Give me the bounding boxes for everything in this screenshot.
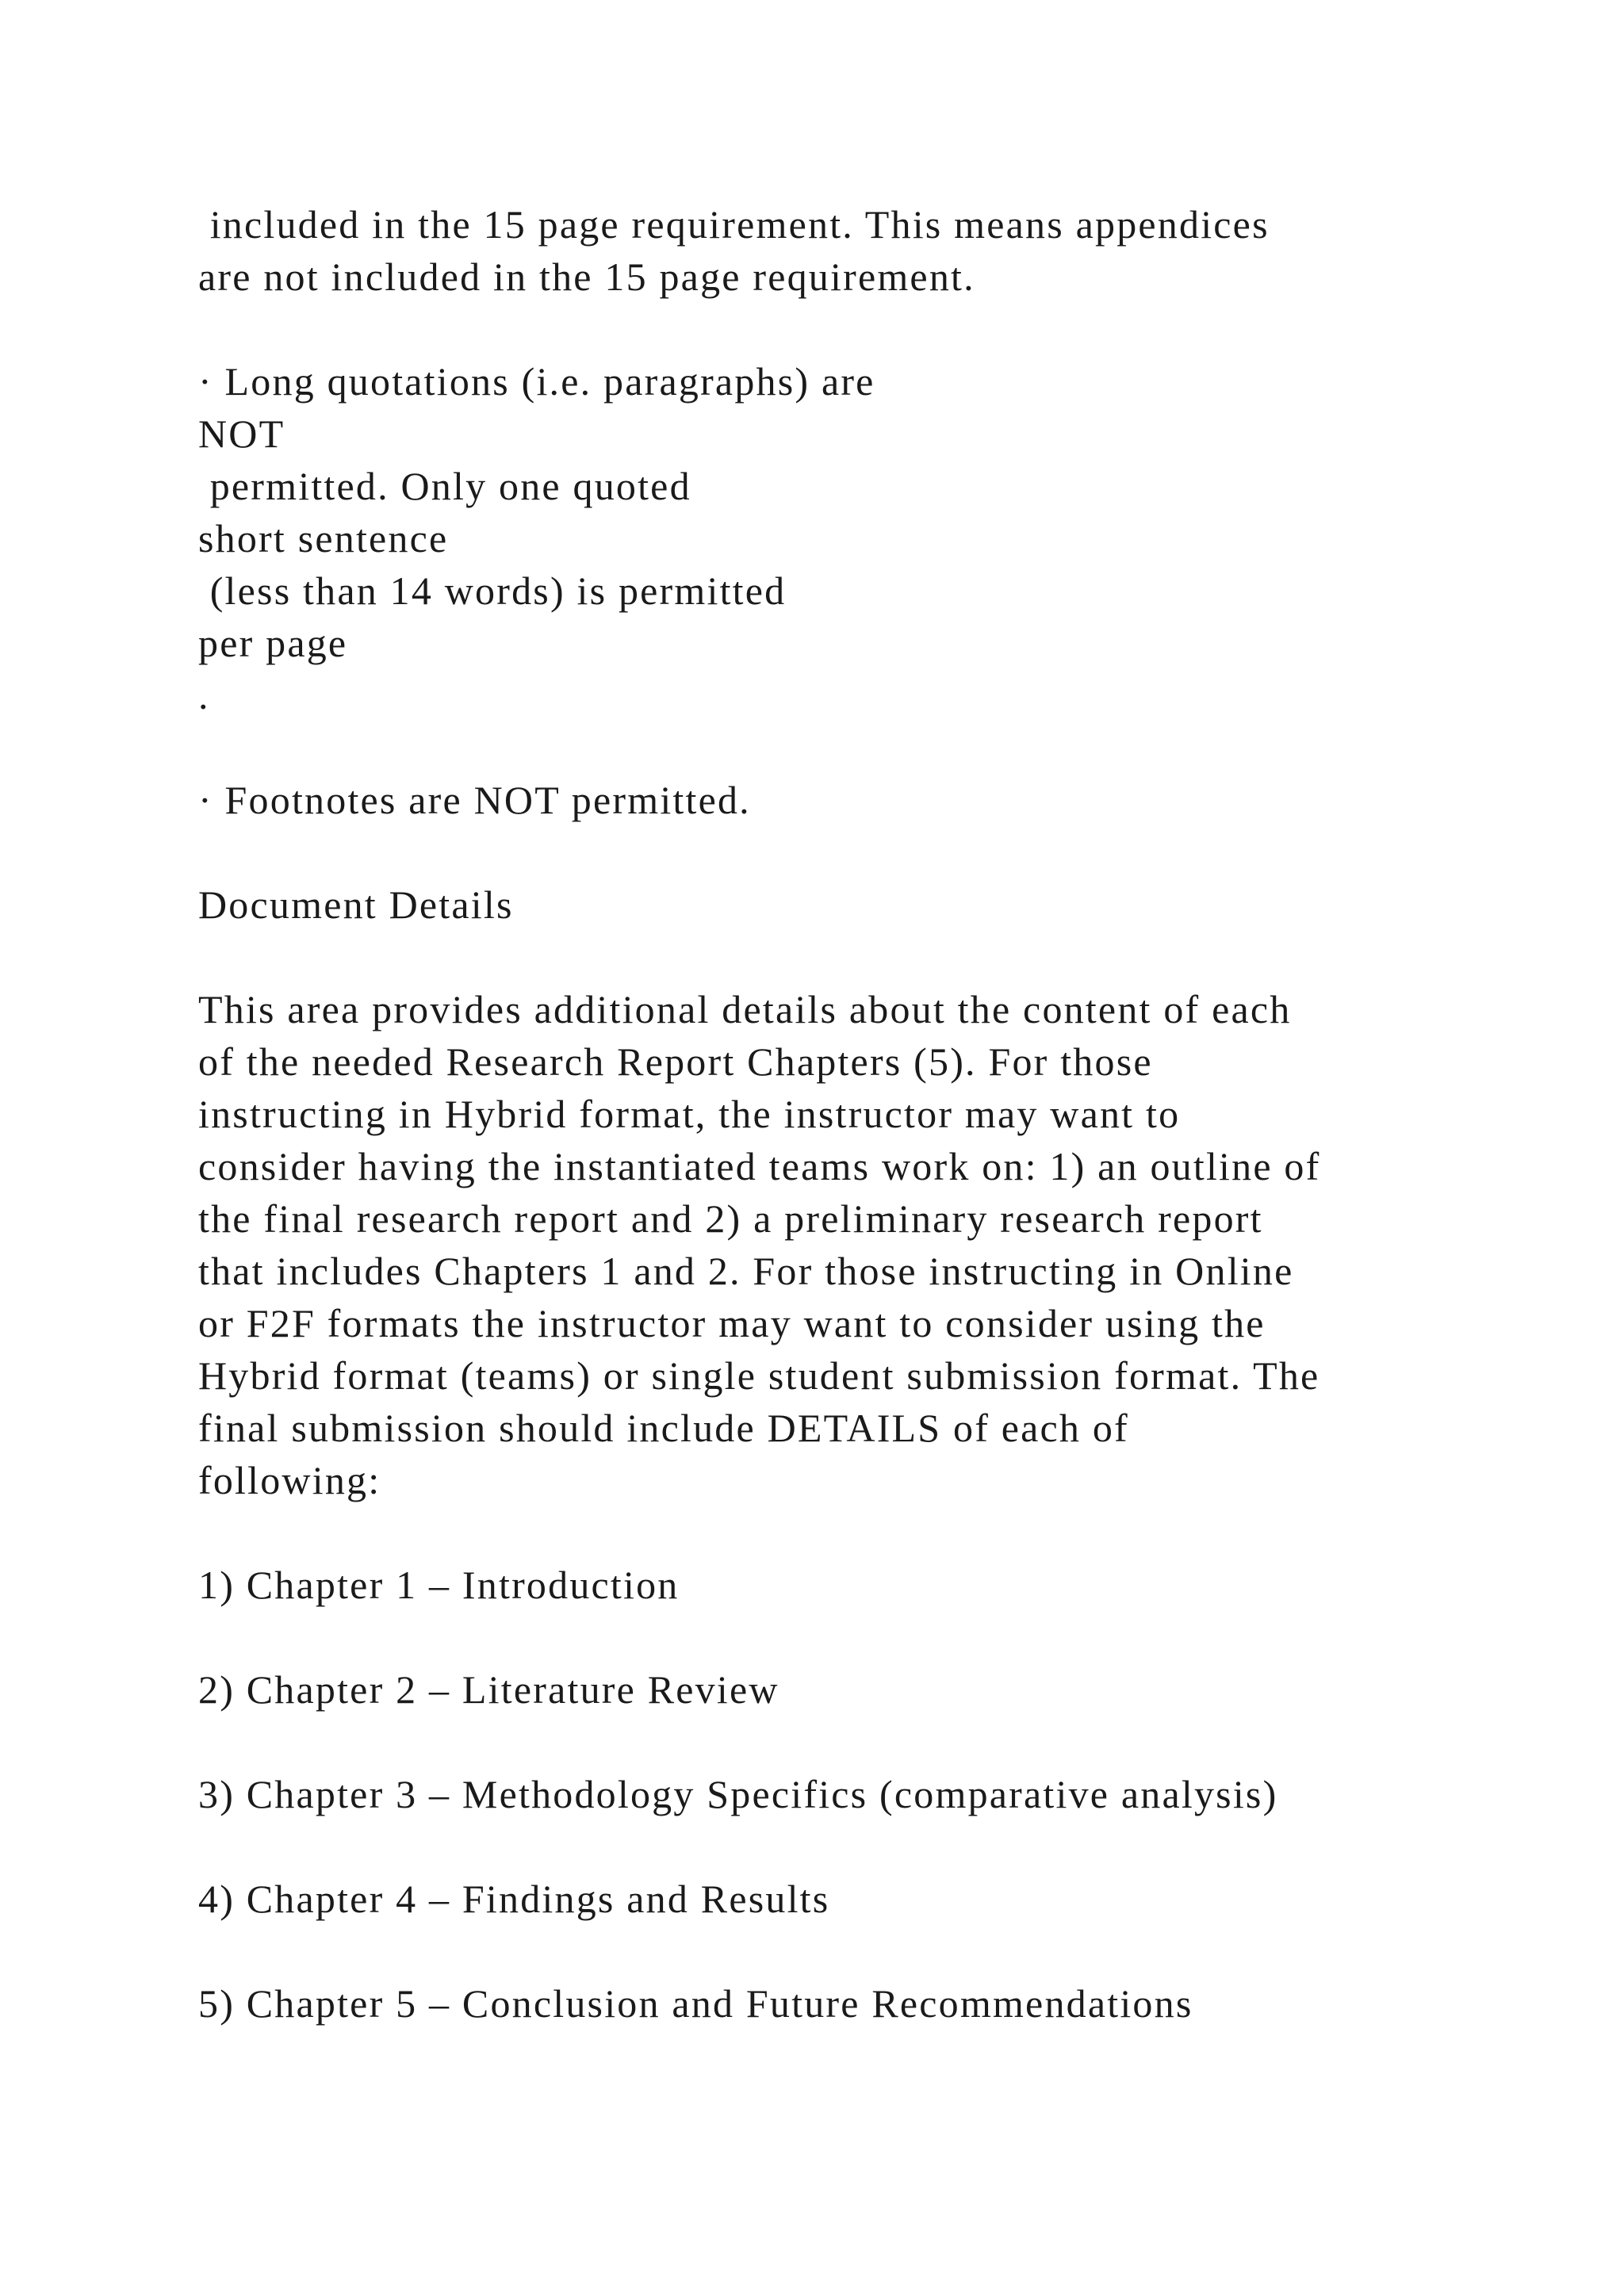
details-paragraph-line: final submission should include DETAILS of each of: [198, 1406, 1129, 1450]
chapter-item: 1) Chapter 1 – Introduction: [198, 1563, 680, 1607]
intro-line: are not included in the 15 page requirement.: [198, 254, 975, 299]
details-paragraph-line: the final research report and 2) a preliminary research report: [198, 1196, 1263, 1241]
chapter-item: 3) Chapter 3 – Methodology Specifics (comparative analysis): [198, 1772, 1278, 1816]
details-paragraph-line: that includes Chapters 1 and 2. For those instructing in Online: [198, 1249, 1294, 1293]
chapter-item: 2) Chapter 2 – Literature Review: [198, 1667, 779, 1712]
intro-line: included in the 15 page requirement. This means appendices: [198, 202, 1270, 247]
bullet-quotations-line: (less than 14 words) is permitted: [198, 568, 787, 613]
bullet-quotations-line: NOT: [198, 411, 285, 456]
details-paragraph-line: or F2F formats the instructor may want to consider using the: [198, 1301, 1266, 1345]
bullet-quotations-line: short sentence: [198, 516, 449, 561]
bullet-quotations-line: per page: [198, 621, 348, 665]
details-paragraph-line: instructing in Hybrid format, the instructor may want to: [198, 1092, 1181, 1136]
bullet-quotations-line: · Long quotations (i.e. paragraphs) are: [198, 359, 875, 404]
details-paragraph-line: of the needed Research Report Chapters (5). For those: [198, 1039, 1153, 1084]
bullet-quotations-line: permitted. Only one quoted: [198, 464, 691, 508]
chapter-item: 4) Chapter 4 – Findings and Results: [198, 1877, 830, 1921]
section-heading: Document Details: [198, 882, 514, 927]
bullet-footnotes: · Footnotes are NOT permitted.: [198, 778, 751, 822]
bullet-quotations-line: .: [198, 673, 210, 718]
details-paragraph-line: This area provides additional details about the content of each: [198, 987, 1292, 1031]
details-paragraph-line: following:: [198, 1458, 381, 1502]
details-paragraph-line: Hybrid format (teams) or single student submission format. The: [198, 1353, 1320, 1398]
chapter-item: 5) Chapter 5 – Conclusion and Future Recommendations: [198, 1981, 1193, 2026]
details-paragraph-line: consider having the instantiated teams work on: 1) an outline of: [198, 1144, 1321, 1188]
